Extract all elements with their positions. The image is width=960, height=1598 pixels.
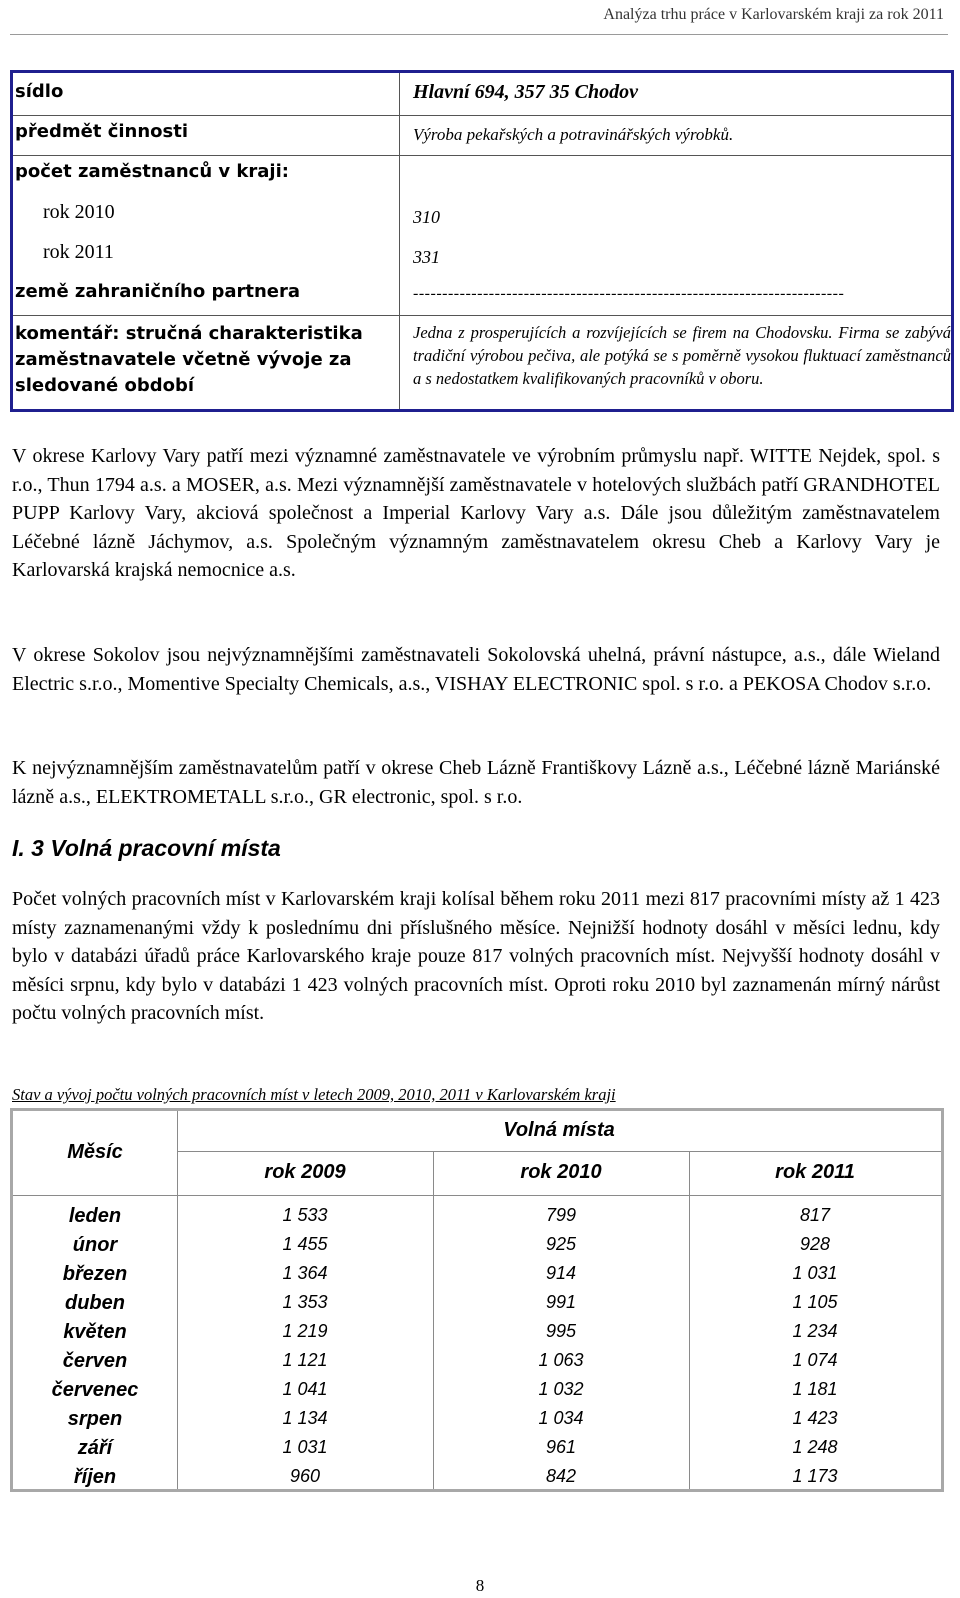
month-label: duben xyxy=(65,1292,125,1314)
paragraph-cheb: K nejvýznamnějším zaměstnavatelům patří v okrese Cheb Lázně Františkovy Lázně a.s., Léčebné lázně Mariánské lázně a.s., ELEKTROMETALL s.r.o., GR electronic, spol. s r.o. xyxy=(12,757,940,808)
value-2011-cell: 928 xyxy=(799,1234,831,1254)
predmet-label: předmět činnosti xyxy=(15,121,189,142)
value-2011-cell: 1 074 xyxy=(792,1350,838,1370)
month-label: červen xyxy=(62,1350,128,1372)
month-label: leden xyxy=(68,1205,122,1227)
predmet-value: Výroba pekařských a potravinářských výrobků. xyxy=(413,125,734,144)
vacancies-table xyxy=(10,1108,944,1492)
value-2010-cell: 1 063 xyxy=(538,1350,584,1370)
value-2010-cell: 1 034 xyxy=(538,1408,584,1428)
value-2011-cell: 817 xyxy=(799,1205,831,1225)
rok-2010-value: 310 xyxy=(413,207,440,227)
value-2009-cell: 1 121 xyxy=(282,1350,328,1370)
komentar-value: Jedna z prosperujících a rozvíjejících se firem na Chodovsku. Firma se zabývá tradiční výrobou pečiva, ale potýká se s poměrně vysokou fluktuací zaměstnanců a s nedostatkem kvalifikovaných pracovníků v oboru. xyxy=(413,323,951,388)
value-2011-cell: 1 105 xyxy=(792,1292,838,1312)
value-2010-cell: 961 xyxy=(545,1437,577,1457)
pocet-label: počet zaměstnanců v kraji: xyxy=(15,161,289,182)
value-2010-cell: 925 xyxy=(545,1234,577,1254)
value-2009-cell: 1 353 xyxy=(282,1292,328,1312)
running-header: Analýza trhu práce v Karlovarském kraji za rok 2011 xyxy=(603,6,944,23)
value-2011-cell: 1 173 xyxy=(792,1466,838,1486)
komentar-label: komentář: stručná charakteristika zaměstnavatele včetně vývoje za sledované období xyxy=(15,323,363,396)
value-2009-cell: 1 041 xyxy=(282,1379,328,1399)
sidlo-value: Hlavní 694, 357 35 Chodov xyxy=(413,81,639,103)
value-2010-cell: 799 xyxy=(545,1205,577,1225)
month-label: červenec xyxy=(51,1379,139,1401)
year-header-2010: rok 2010 xyxy=(520,1161,602,1183)
value-2009-cell: 960 xyxy=(289,1466,321,1486)
value-2009-cell: 1 134 xyxy=(282,1408,328,1428)
value-2011-cell: 1 031 xyxy=(792,1263,838,1283)
month-label: březen xyxy=(62,1263,128,1285)
value-2009-cell: 1 455 xyxy=(282,1234,328,1254)
value-2010-cell: 995 xyxy=(545,1321,577,1341)
paragraph-vacancies: Počet volných pracovních míst v Karlovarském kraji kolísal během roku 2011 mezi 817 pracovními místy až 1 423 místy zaznamenanými vždy k poslednímu dni příslušného měsíce. Nejnižší hodnoty dosáhl v měsíci lednu, kdy bylo v databázi úřadů práce Karlovarského kraje pouze 817 volných pracovních míst. Nejvyšší hodnoty dosáhl v měsíci srpnu, kdy bylo v databázi 1 423 volných pracovních míst. Oproti roku 2010 byl zaznamenán mírný nárůst počtu volných pracovních míst. xyxy=(12,888,940,1024)
table-caption: Stav a vývoj počtu volných pracovních míst v letech 2009, 2010, 2011 v Karlovarském kraji xyxy=(12,1085,616,1104)
rok-2010-label: rok 2010 xyxy=(43,201,115,223)
zeme-label: země zahraničního partnera xyxy=(15,281,301,302)
month-label: květen xyxy=(63,1321,127,1343)
value-2009-cell: 1 031 xyxy=(282,1437,328,1457)
sidlo-label: sídlo xyxy=(15,81,64,102)
year-header-2009: rok 2009 xyxy=(264,1161,346,1183)
header-rule xyxy=(10,34,948,35)
paragraph-sokolov: V okrese Sokolov jsou nejvýznamnějšími zaměstnavateli Sokolovská uhelná, právní nástupce, a.s., dále Wieland Electric s.r.o., Momentive Specialty Chemicals, a.s., VISHAY ELECTRONIC spol. s r.o. a PEKOSA Chodov s.r.o. xyxy=(12,644,940,695)
month-label: říjen xyxy=(73,1466,117,1488)
section-heading: I. 3 Volná pracovní místa xyxy=(12,835,281,861)
month-label: únor xyxy=(72,1234,118,1256)
value-2009-cell: 1 219 xyxy=(282,1321,328,1341)
value-2010-cell: 1 032 xyxy=(538,1379,584,1399)
value-2009-cell: 1 533 xyxy=(282,1205,328,1225)
rok-2011-label: rok 2011 xyxy=(43,241,114,263)
employer-card xyxy=(10,70,954,412)
value-2010-cell: 991 xyxy=(545,1292,577,1312)
value-2011-cell: 1 234 xyxy=(792,1321,838,1341)
zeme-value: -------------------------------------------------------------------------- xyxy=(413,285,845,302)
column-month-header: Měsíc xyxy=(67,1141,123,1163)
column-group-header: Volná místa xyxy=(503,1119,615,1141)
page-number: 8 xyxy=(475,1576,485,1595)
value-2011-cell: 1 248 xyxy=(792,1437,838,1457)
rok-2011-value: 331 xyxy=(413,247,440,267)
card-divider xyxy=(399,73,400,409)
month-label: září xyxy=(77,1437,113,1459)
value-2010-cell: 914 xyxy=(545,1263,577,1283)
month-label: srpen xyxy=(67,1408,123,1430)
value-2010-cell: 842 xyxy=(545,1466,577,1486)
value-2011-cell: 1 423 xyxy=(792,1408,838,1428)
year-header-2011: rok 2011 xyxy=(775,1161,855,1183)
value-2011-cell: 1 181 xyxy=(792,1379,838,1399)
paragraph-karlovy-vary: V okrese Karlovy Vary patří mezi významné zaměstnavatele ve výrobním průmyslu např. WITTE Nejdek, spol. s r.o., Thun 1794 a.s. a MOSER, a.s. Mezi významnější zaměstnavatele v hotelových službách patří GRANDHOTEL PUPP Karlovy Vary, akciová společnost a Imperial Karlovy Vary a.s. Dále jsou důležitým zaměstnavatelem Léčebné lázně Jáchymov, a.s. Společným významným zaměstnavatelem okresu Cheb a Karlovy Vary je Karlovarská krajská nemocnice a.s. xyxy=(12,445,940,581)
value-2009-cell: 1 364 xyxy=(282,1263,328,1283)
